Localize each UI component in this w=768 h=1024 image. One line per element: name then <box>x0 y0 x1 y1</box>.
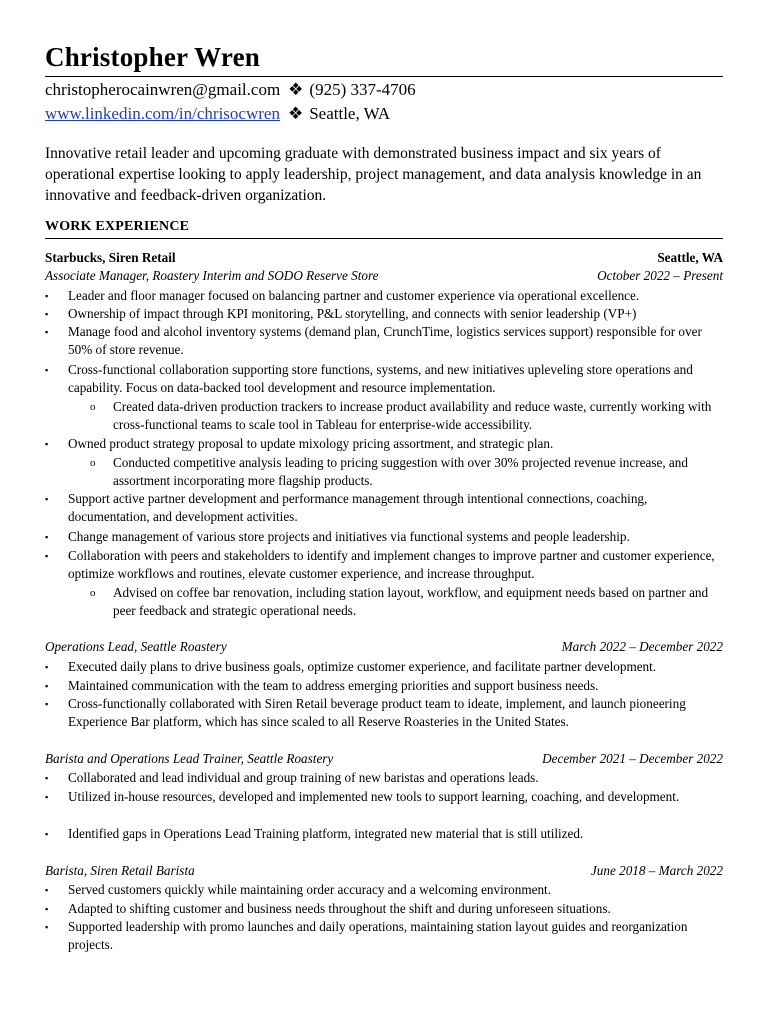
bullet-item <box>45 547 723 583</box>
email-link[interactable]: christopherocainwren@gmail.com <box>45 80 281 99</box>
square-bullet-icon: ▪ <box>45 885 49 895</box>
role-header <box>45 267 723 285</box>
bullet-text: Cross-functionally collaborated with Siren Retail beverage product team to ideate, implement, and launch pioneering Experience Bar platform, which has since scaled to all Reserve Roasteries in the United States. <box>68 696 686 729</box>
bullet-text: Collaboration with peers and stakeholders to identify and implement changes to improve partner and customer experience, optimize workflows and routines, elevate customer experience, and increase throughput. <box>68 548 715 581</box>
sub-bullet-item <box>45 584 723 620</box>
circle-bullet-icon: o <box>90 401 96 413</box>
company-name: Starbucks, Siren Retail <box>45 250 176 265</box>
role-dates: March 2022 – December 2022 <box>561 639 723 654</box>
square-bullet-icon: ▪ <box>45 922 49 932</box>
bullet-text: Advised on coffee bar renovation, including station layout, workflow, and equipment needs based on partner and peer feedback and strategic operational needs. <box>113 585 709 618</box>
square-bullet-icon: ▪ <box>45 291 49 301</box>
bullet-text: Supported leadership with promo launches and daily operations, maintaining station layout guides and reorganization projects. <box>68 919 688 952</box>
role-header <box>45 750 723 768</box>
square-bullet-icon: ▪ <box>45 829 49 839</box>
role-title: Barista and Operations Lead Trainer, Seattle Roastery <box>45 751 334 766</box>
bullet-item <box>45 788 723 806</box>
bullet-text: Cross-functional collaboration supporting store functions, systems, and new initiatives upleveling store operations and capability. Focus on data-backed tool development and resource implementation. <box>68 362 693 395</box>
role-header <box>45 638 723 656</box>
bullet-text: Conducted competitive analysis leading to pricing suggestion with over 30% projected revenue increase, and assortment incorporating more flagship products. <box>113 455 688 488</box>
bullet-item <box>45 305 723 323</box>
bullet-text: Manage food and alcohol inventory systems (demand plan, CrunchTime, logistics services support) responsible for over 50% of store revenue. <box>68 324 702 357</box>
location: Seattle, WA <box>309 104 391 123</box>
role-dates: December 2021 – December 2022 <box>542 751 723 766</box>
circle-bullet-icon: o <box>90 587 96 599</box>
bullet-item <box>45 658 723 676</box>
bullet-text: Adapted to shifting customer and business needs throughout the shift and during unforeseen situations. <box>68 901 611 916</box>
contact-line-1 <box>45 79 416 101</box>
square-bullet-icon: ▪ <box>45 327 49 337</box>
role-dates: October 2022 – Present <box>597 268 723 283</box>
company-location: Seattle, WA <box>657 250 723 265</box>
bullet-text: Created data-driven production trackers to increase product availability and reduce waste, currently working with cross-functional teams to scale tool in Tableau for enterprise-wide accessibility. <box>113 399 712 432</box>
bullet-item <box>45 287 723 305</box>
bullet-item <box>45 825 723 843</box>
square-bullet-icon: ▪ <box>45 439 49 449</box>
header-divider <box>45 76 723 77</box>
bullet-text: Maintained communication with the team to address emerging priorities and support business needs. <box>68 678 599 693</box>
bullet-item <box>45 918 723 954</box>
role-dates: June 2018 – March 2022 <box>590 863 723 878</box>
square-bullet-icon: ▪ <box>45 773 49 783</box>
square-bullet-icon: ▪ <box>45 532 49 542</box>
bullet-item <box>45 528 723 546</box>
square-bullet-icon: ▪ <box>45 699 49 709</box>
contact-line-2 <box>45 103 390 125</box>
bullet-text: Served customers quickly while maintaining order accuracy and a welcoming environment. <box>68 882 552 897</box>
bullet-item <box>45 769 723 787</box>
circle-bullet-icon: o <box>90 457 96 469</box>
square-bullet-icon: ▪ <box>45 792 49 802</box>
bullet-item <box>45 361 723 397</box>
bullet-text: Support active partner development and performance management through intentional connections, coaching, documentation, and development activities. <box>68 491 648 524</box>
square-bullet-icon: ▪ <box>45 662 49 672</box>
company-row <box>45 249 723 267</box>
square-bullet-icon: ▪ <box>45 309 49 319</box>
square-bullet-icon: ▪ <box>45 681 49 691</box>
square-bullet-icon: ▪ <box>45 494 49 504</box>
square-bullet-icon: ▪ <box>45 904 49 914</box>
role-title: Operations Lead, Seattle Roastery <box>45 639 227 654</box>
sub-bullet-item <box>45 454 723 490</box>
bullet-item <box>45 695 723 731</box>
role-title: Associate Manager, Roastery Interim and SODO Reserve Store <box>45 268 379 283</box>
bullet-text: Collaborated and lead individual and group training of new baristas and operations leads. <box>68 770 539 785</box>
bullet-item <box>45 900 723 918</box>
bullet-text: Change management of various store projects and initiatives via functional systems and people leadership. <box>68 529 630 544</box>
diamond-separator-icon: ❖ <box>288 80 304 99</box>
bullet-item <box>45 435 723 453</box>
bullet-item <box>45 881 723 899</box>
role-header <box>45 862 723 880</box>
bullet-text: Executed daily plans to drive business goals, optimize customer experience, and facilitate partner development. <box>68 659 657 674</box>
sub-bullet-item <box>45 398 723 434</box>
bullet-text: Owned product strategy proposal to update mixology pricing assortment, and strategic plan. <box>68 436 554 451</box>
bullet-text: Ownership of impact through KPI monitoring, P&L storytelling, and connects with senior leadership (VP+) <box>68 306 637 321</box>
square-bullet-icon: ▪ <box>45 365 49 375</box>
bullet-item <box>45 677 723 695</box>
phone-number: (925) 337-4706 <box>309 80 416 99</box>
bullet-text: Leader and floor manager focused on balancing partner and customer experience via operational excellence. <box>68 288 640 303</box>
candidate-name: Christopher Wren <box>45 42 260 72</box>
professional-summary: Innovative retail leader and upcoming graduate with demonstrated business impact and six years of operational expertise looking to apply leadership, project management, and data analysis knowledge in an innovative and feedback-driven organization. <box>45 145 702 204</box>
bullet-item <box>45 323 723 359</box>
bullet-text: Identified gaps in Operations Lead Training platform, integrated new material that is still utilized. <box>68 826 584 841</box>
diamond-separator-icon: ❖ <box>287 104 304 123</box>
bullet-text: Utilized in-house resources, developed and implemented new tools to support learning, coaching, and development. <box>68 789 680 804</box>
bullet-item <box>45 490 723 526</box>
role-title: Barista, Siren Retail Barista <box>45 863 195 878</box>
linkedin-link[interactable]: www.linkedin.com/in/chrisocwren <box>45 104 280 123</box>
square-bullet-icon: ▪ <box>45 551 49 561</box>
section-title-work-experience: WORK EXPERIENCE <box>45 219 190 234</box>
section-divider <box>45 238 723 239</box>
